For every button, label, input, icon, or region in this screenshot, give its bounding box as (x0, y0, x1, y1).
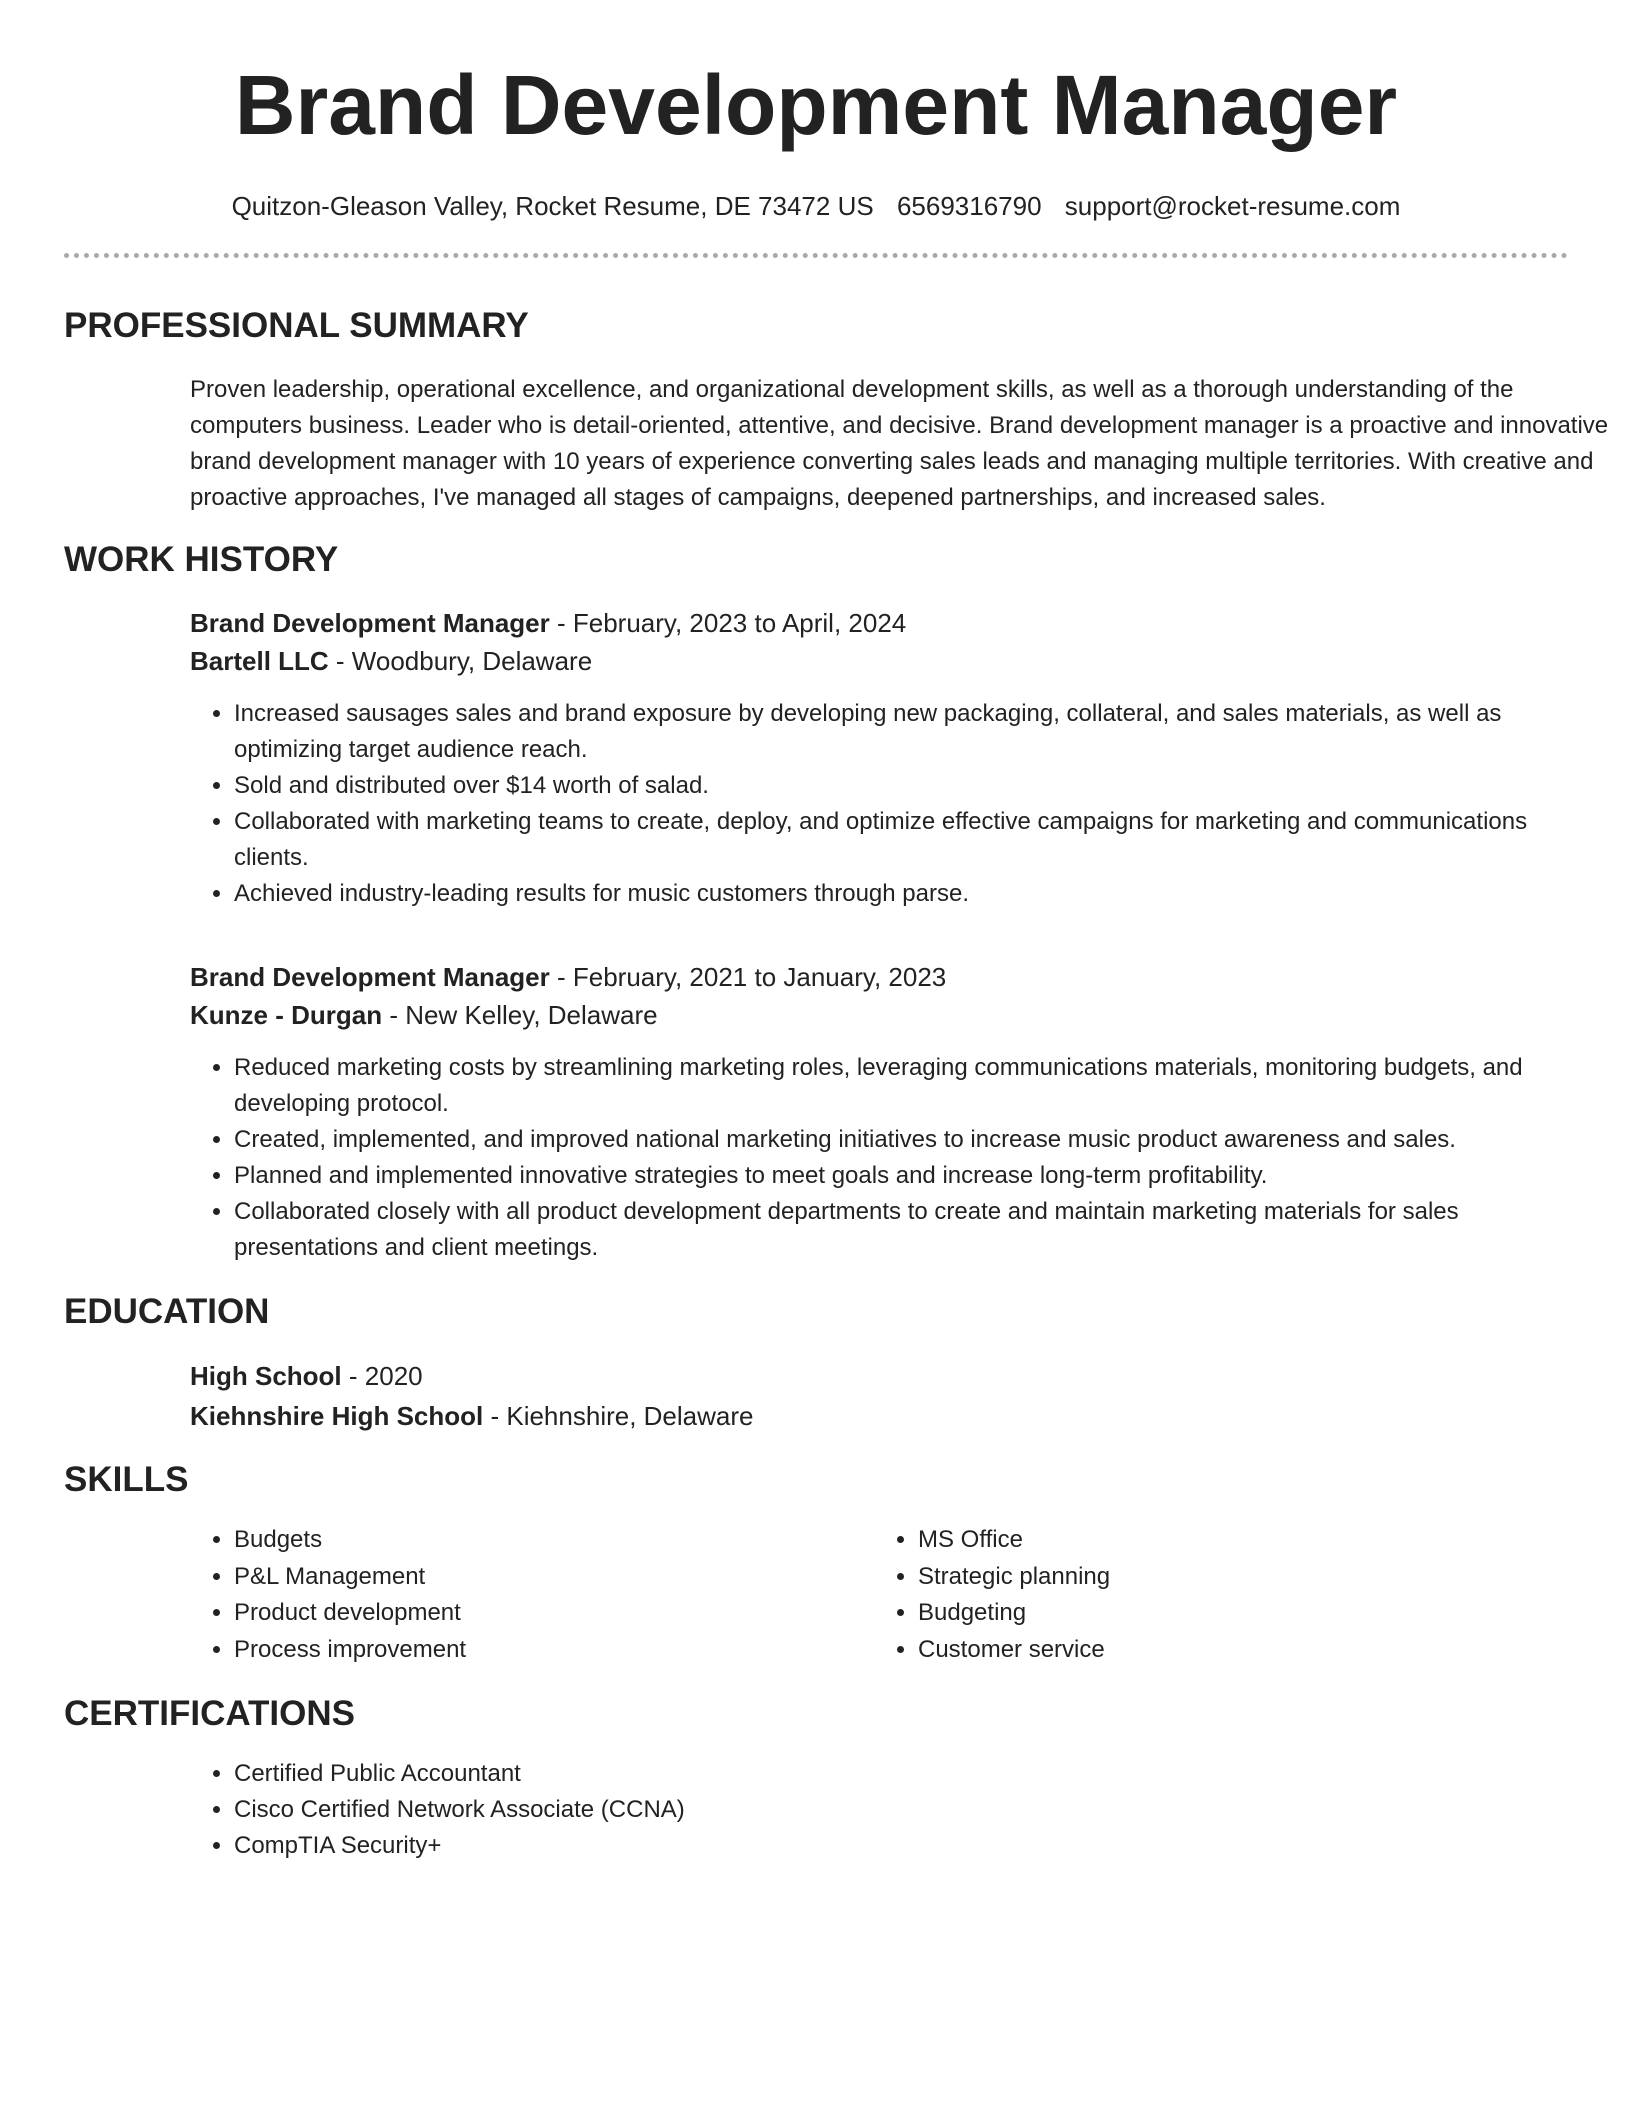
job-bullet: • Achieved industry-leading results for music customers through parse. (234, 876, 1568, 912)
contact-email: support@rocket-resume.com (1064, 191, 1401, 221)
contact-address: Quitzon-Gleason Valley, Rocket Resume, DE 73472 US (231, 191, 874, 221)
job-entry (190, 604, 1568, 912)
resume-name: Brand Development Manager (234, 58, 1398, 152)
skills-column-left (190, 1522, 874, 1668)
certifications-heading: CERTIFICATIONS (64, 1694, 356, 1733)
job-bullets (190, 1050, 1568, 1266)
job-bullet: • Collaborated closely with all product development departments to create and maintain marketing materials for sales presentations and client meetings. (234, 1194, 1568, 1266)
skill-item: • Product development (234, 1595, 874, 1632)
job-entry (190, 958, 1568, 1266)
skills-column-right (874, 1522, 1558, 1668)
job-bullet: • Increased sausages sales and brand exposure by developing new packaging, collateral, and sales materials, as well as optimizing target audience reach. (234, 696, 1568, 768)
work-history-heading: WORK HISTORY (64, 540, 339, 579)
job-role: Brand Development Manager (190, 608, 550, 638)
skill-item: • Budgeting (918, 1595, 1558, 1632)
job-location: - Woodbury, Delaware (328, 646, 593, 676)
education-school: Kiehnshire High School (190, 1401, 484, 1431)
certification-item: • Certified Public Accountant (234, 1756, 1568, 1792)
skill-item: • Strategic planning (918, 1559, 1558, 1596)
header-divider (64, 253, 1568, 258)
summary-text: Proven leadership, operational excellence, and organizational development skills, as well as a thorough understanding of the computers business. Leader who is detail-oriented, attentive, and decisive. Brand development manager is a proactive and innovative brand development manager with 10 years of experience converting sales leads and managing multiple territories. With creative and proactive approaches, I've managed all stages of campaigns, deepened partnerships, and increased sales. (190, 376, 1609, 511)
job-title-line (190, 604, 1568, 642)
skills-heading: SKILLS (64, 1460, 189, 1499)
job-bullet: • Collaborated with marketing teams to create, deploy, and optimize effective campaigns for marketing and communications clients. (234, 804, 1568, 876)
skill-item: • Customer service (918, 1632, 1558, 1669)
job-bullet: • Sold and distributed over $14 worth of salad. (234, 768, 1568, 804)
job-bullets (190, 696, 1568, 912)
skills-list (190, 1522, 1568, 1668)
education-degree: High School (190, 1361, 342, 1391)
skill-item: • P&L Management (234, 1559, 874, 1596)
skill-item: • Process improvement (234, 1632, 874, 1669)
contact-phone: 6569316790 (896, 191, 1042, 221)
skill-item: • Budgets (234, 1522, 874, 1559)
job-company: Kunze - Durgan (190, 1000, 383, 1030)
education-degree-line (190, 1356, 1568, 1396)
education-heading: EDUCATION (64, 1292, 270, 1331)
job-company: Bartell LLC (190, 646, 329, 676)
contact-line (64, 190, 1568, 222)
education-year: - 2020 (341, 1361, 423, 1391)
job-company-line (190, 996, 1568, 1034)
certifications-block (190, 1756, 1568, 1864)
job-role: Brand Development Manager (190, 962, 550, 992)
skill-item: • MS Office (918, 1522, 1558, 1559)
job-bullet: • Reduced marketing costs by streamlining marketing roles, leveraging communications materials, monitoring budgets, and developing protocol. (234, 1050, 1568, 1122)
certifications-list (190, 1756, 1568, 1864)
education-entry (190, 1356, 1568, 1436)
job-title-line (190, 958, 1568, 996)
job-dates: - February, 2023 to April, 2024 (549, 608, 907, 638)
education-school-line (190, 1396, 1568, 1436)
job-bullet: • Planned and implemented innovative strategies to meet goals and increase long-term profitability. (234, 1158, 1568, 1194)
education-location: - Kiehnshire, Delaware (483, 1401, 754, 1431)
job-company-line (190, 642, 1568, 680)
job-bullet: • Created, implemented, and improved national marketing initiatives to increase music product awareness and sales. (234, 1122, 1568, 1158)
job-location: - New Kelley, Delaware (382, 1000, 658, 1030)
summary-heading: PROFESSIONAL SUMMARY (64, 306, 529, 345)
certification-item: • CompTIA Security+ (234, 1828, 1568, 1864)
certification-item: • Cisco Certified Network Associate (CCNA) (234, 1792, 1568, 1828)
job-dates: - February, 2021 to January, 2023 (549, 962, 947, 992)
